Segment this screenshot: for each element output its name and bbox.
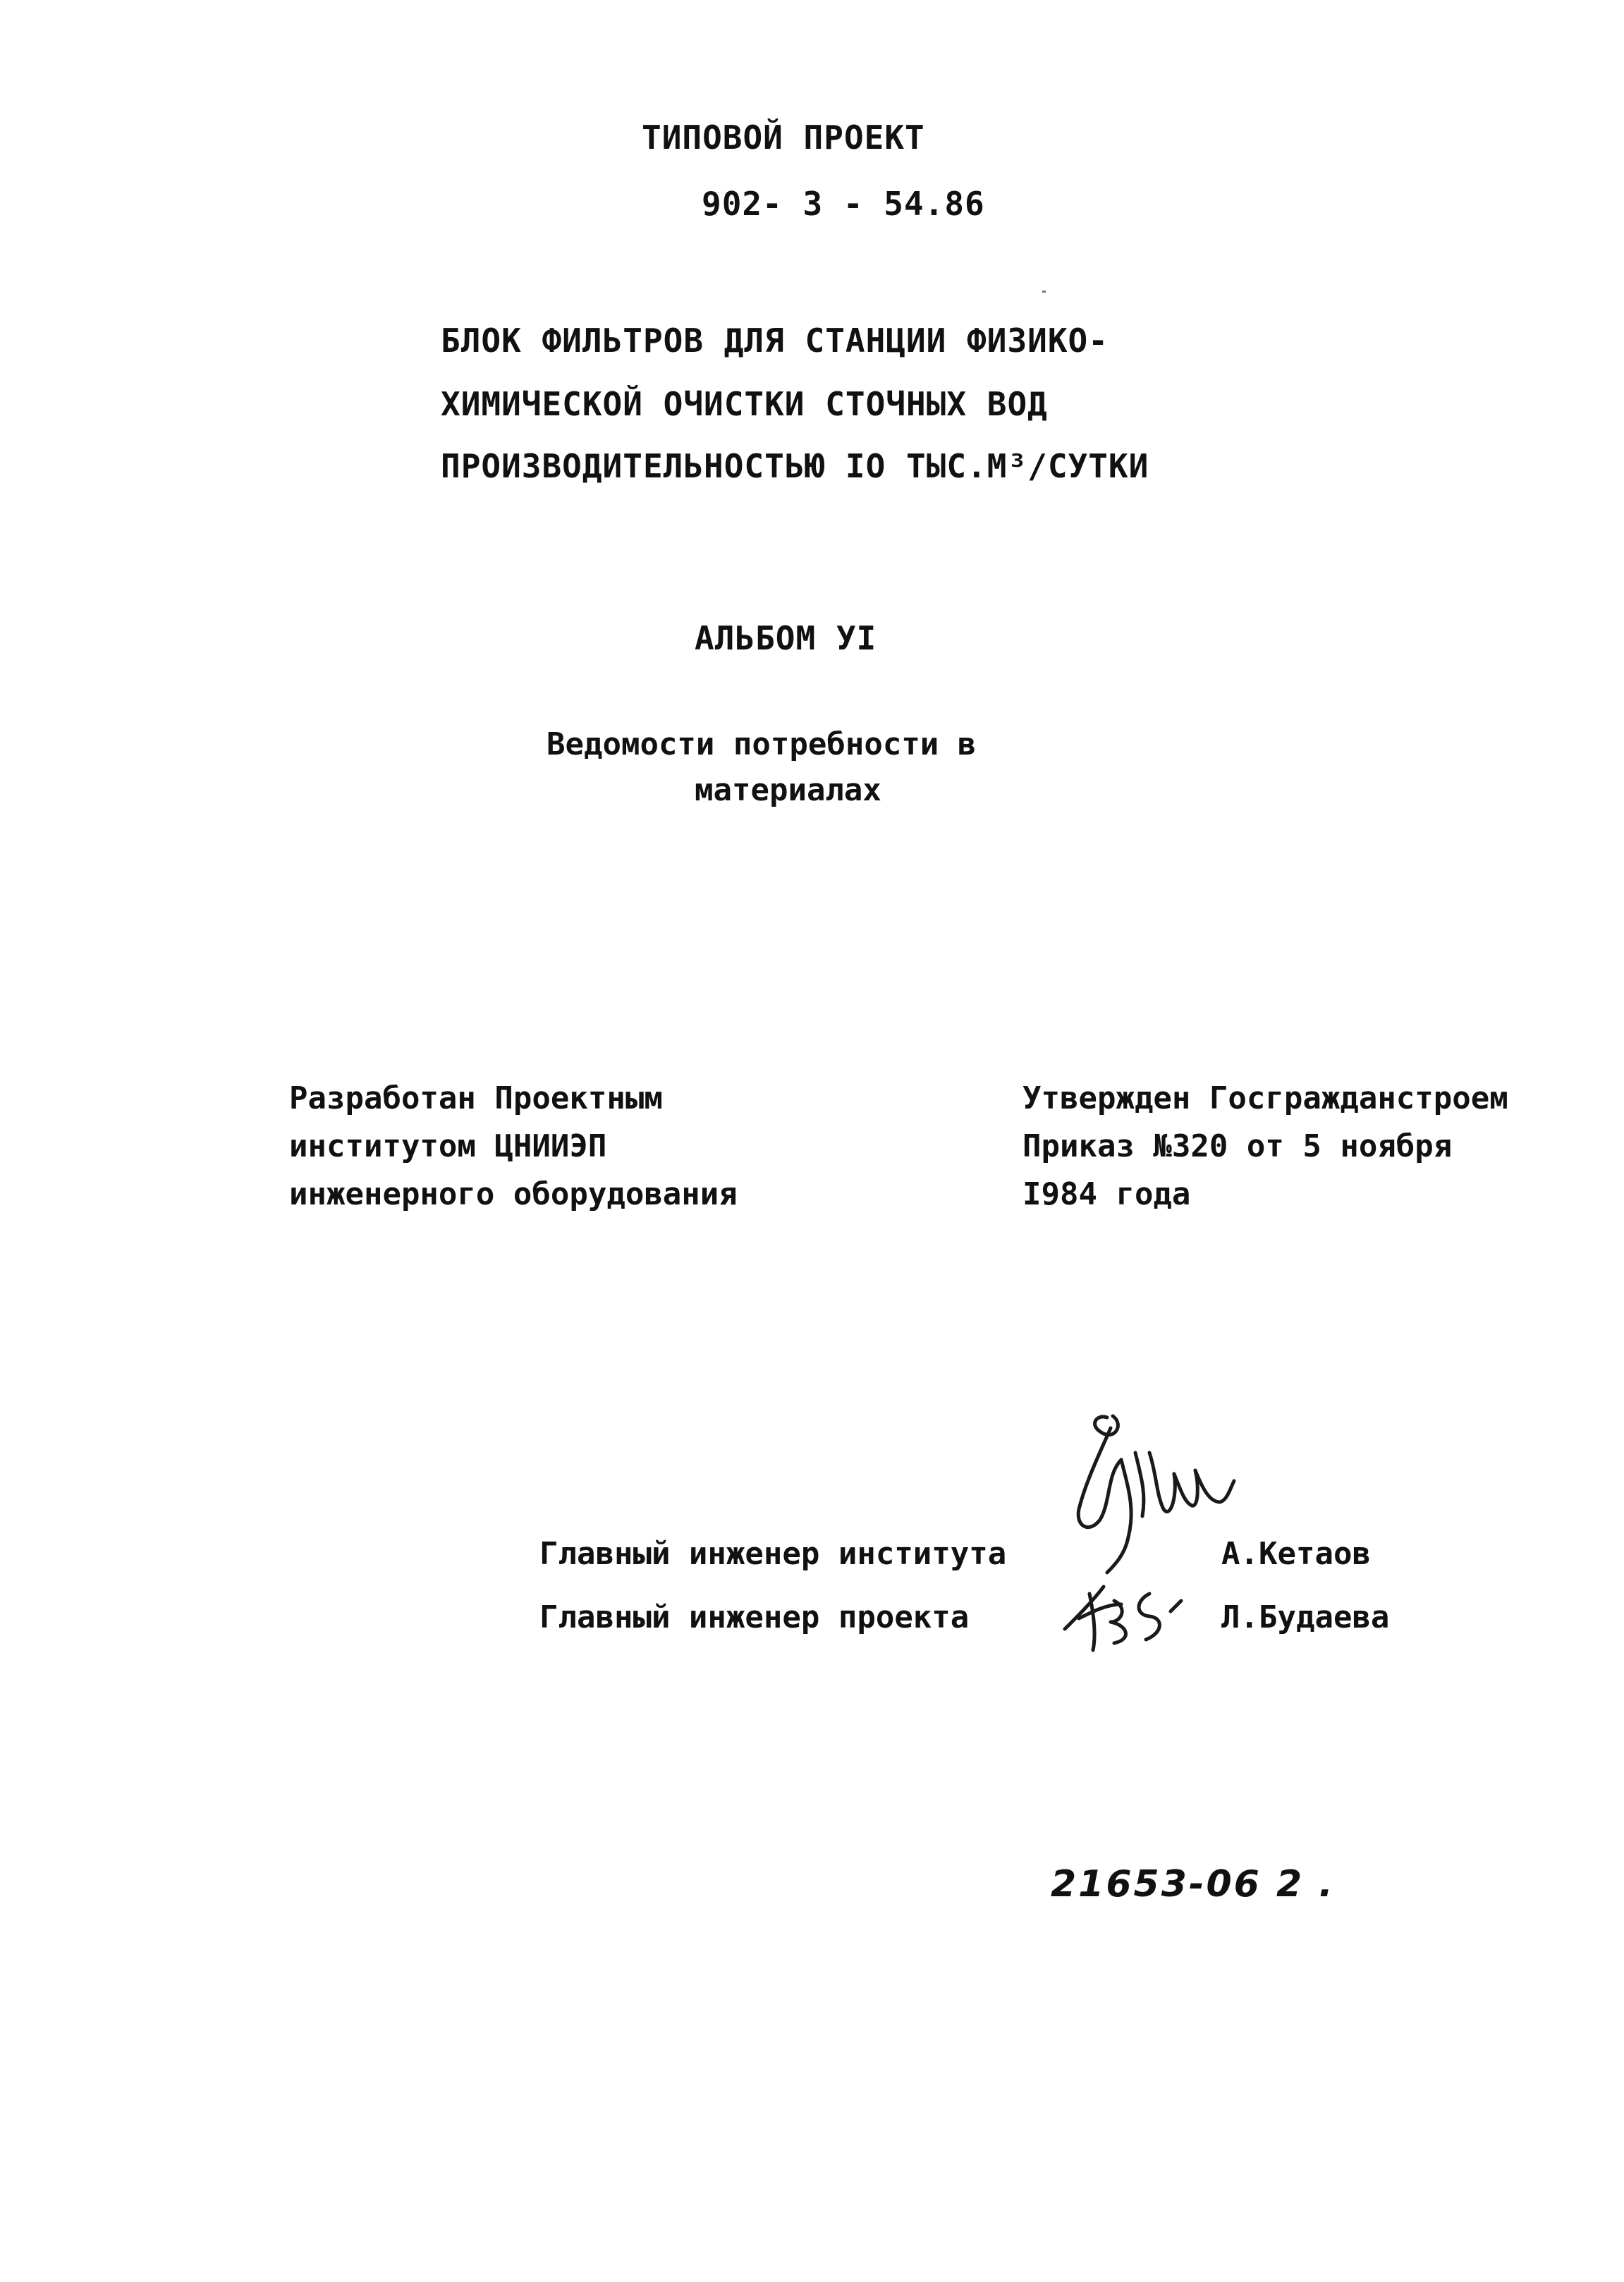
developed-by-line-2: институтом ЦНИИЭП: [289, 1128, 607, 1164]
signatory-name-2: Л.Будаева: [1221, 1599, 1390, 1635]
scan-speck: [1042, 291, 1046, 293]
project-type: ТИПОВОЙ ПРОЕКТ: [642, 118, 925, 157]
album-label: АЛЬБОМ УI: [695, 619, 877, 657]
approved-by-line-1: Утвержден Госгражданстроем: [1022, 1080, 1508, 1116]
signature-1-icon: [1058, 1403, 1269, 1587]
developed-by-line-1: Разработан Проектным: [289, 1080, 663, 1116]
developed-by-line-3: инженерного оборудования: [289, 1176, 738, 1212]
project-number: 902- 3 - 54.86: [702, 185, 985, 223]
title-line-3: ПРОИЗВОДИТЕЛЬНОСТЬЮ IO ТЫС.М³/СУТКИ: [441, 447, 1149, 485]
signatory-role-1: Главный инженер института: [539, 1536, 1007, 1572]
approved-by-line-2: Приказ №320 от 5 ноября: [1022, 1128, 1453, 1164]
approved-by-line-3: I984 года: [1022, 1176, 1191, 1212]
title-line-2: ХИМИЧЕСКОЙ ОЧИСТКИ СТОЧНЫХ ВОД: [441, 385, 1048, 423]
album-subtitle-line-1: Ведомости потребности в: [547, 726, 977, 762]
title-line-1: БЛОК ФИЛЬТРОВ ДЛЯ СТАНЦИИ ФИЗИКО-: [441, 322, 1109, 360]
signatory-role-2: Главный инженер проекта: [539, 1599, 970, 1635]
signatory-name-1: А.Кетаов: [1221, 1536, 1371, 1572]
signature-2-icon: [1051, 1573, 1234, 1657]
inventory-number: 21653-06 2 .: [1051, 1863, 1335, 1905]
album-subtitle-line-2: материалах: [695, 772, 881, 808]
